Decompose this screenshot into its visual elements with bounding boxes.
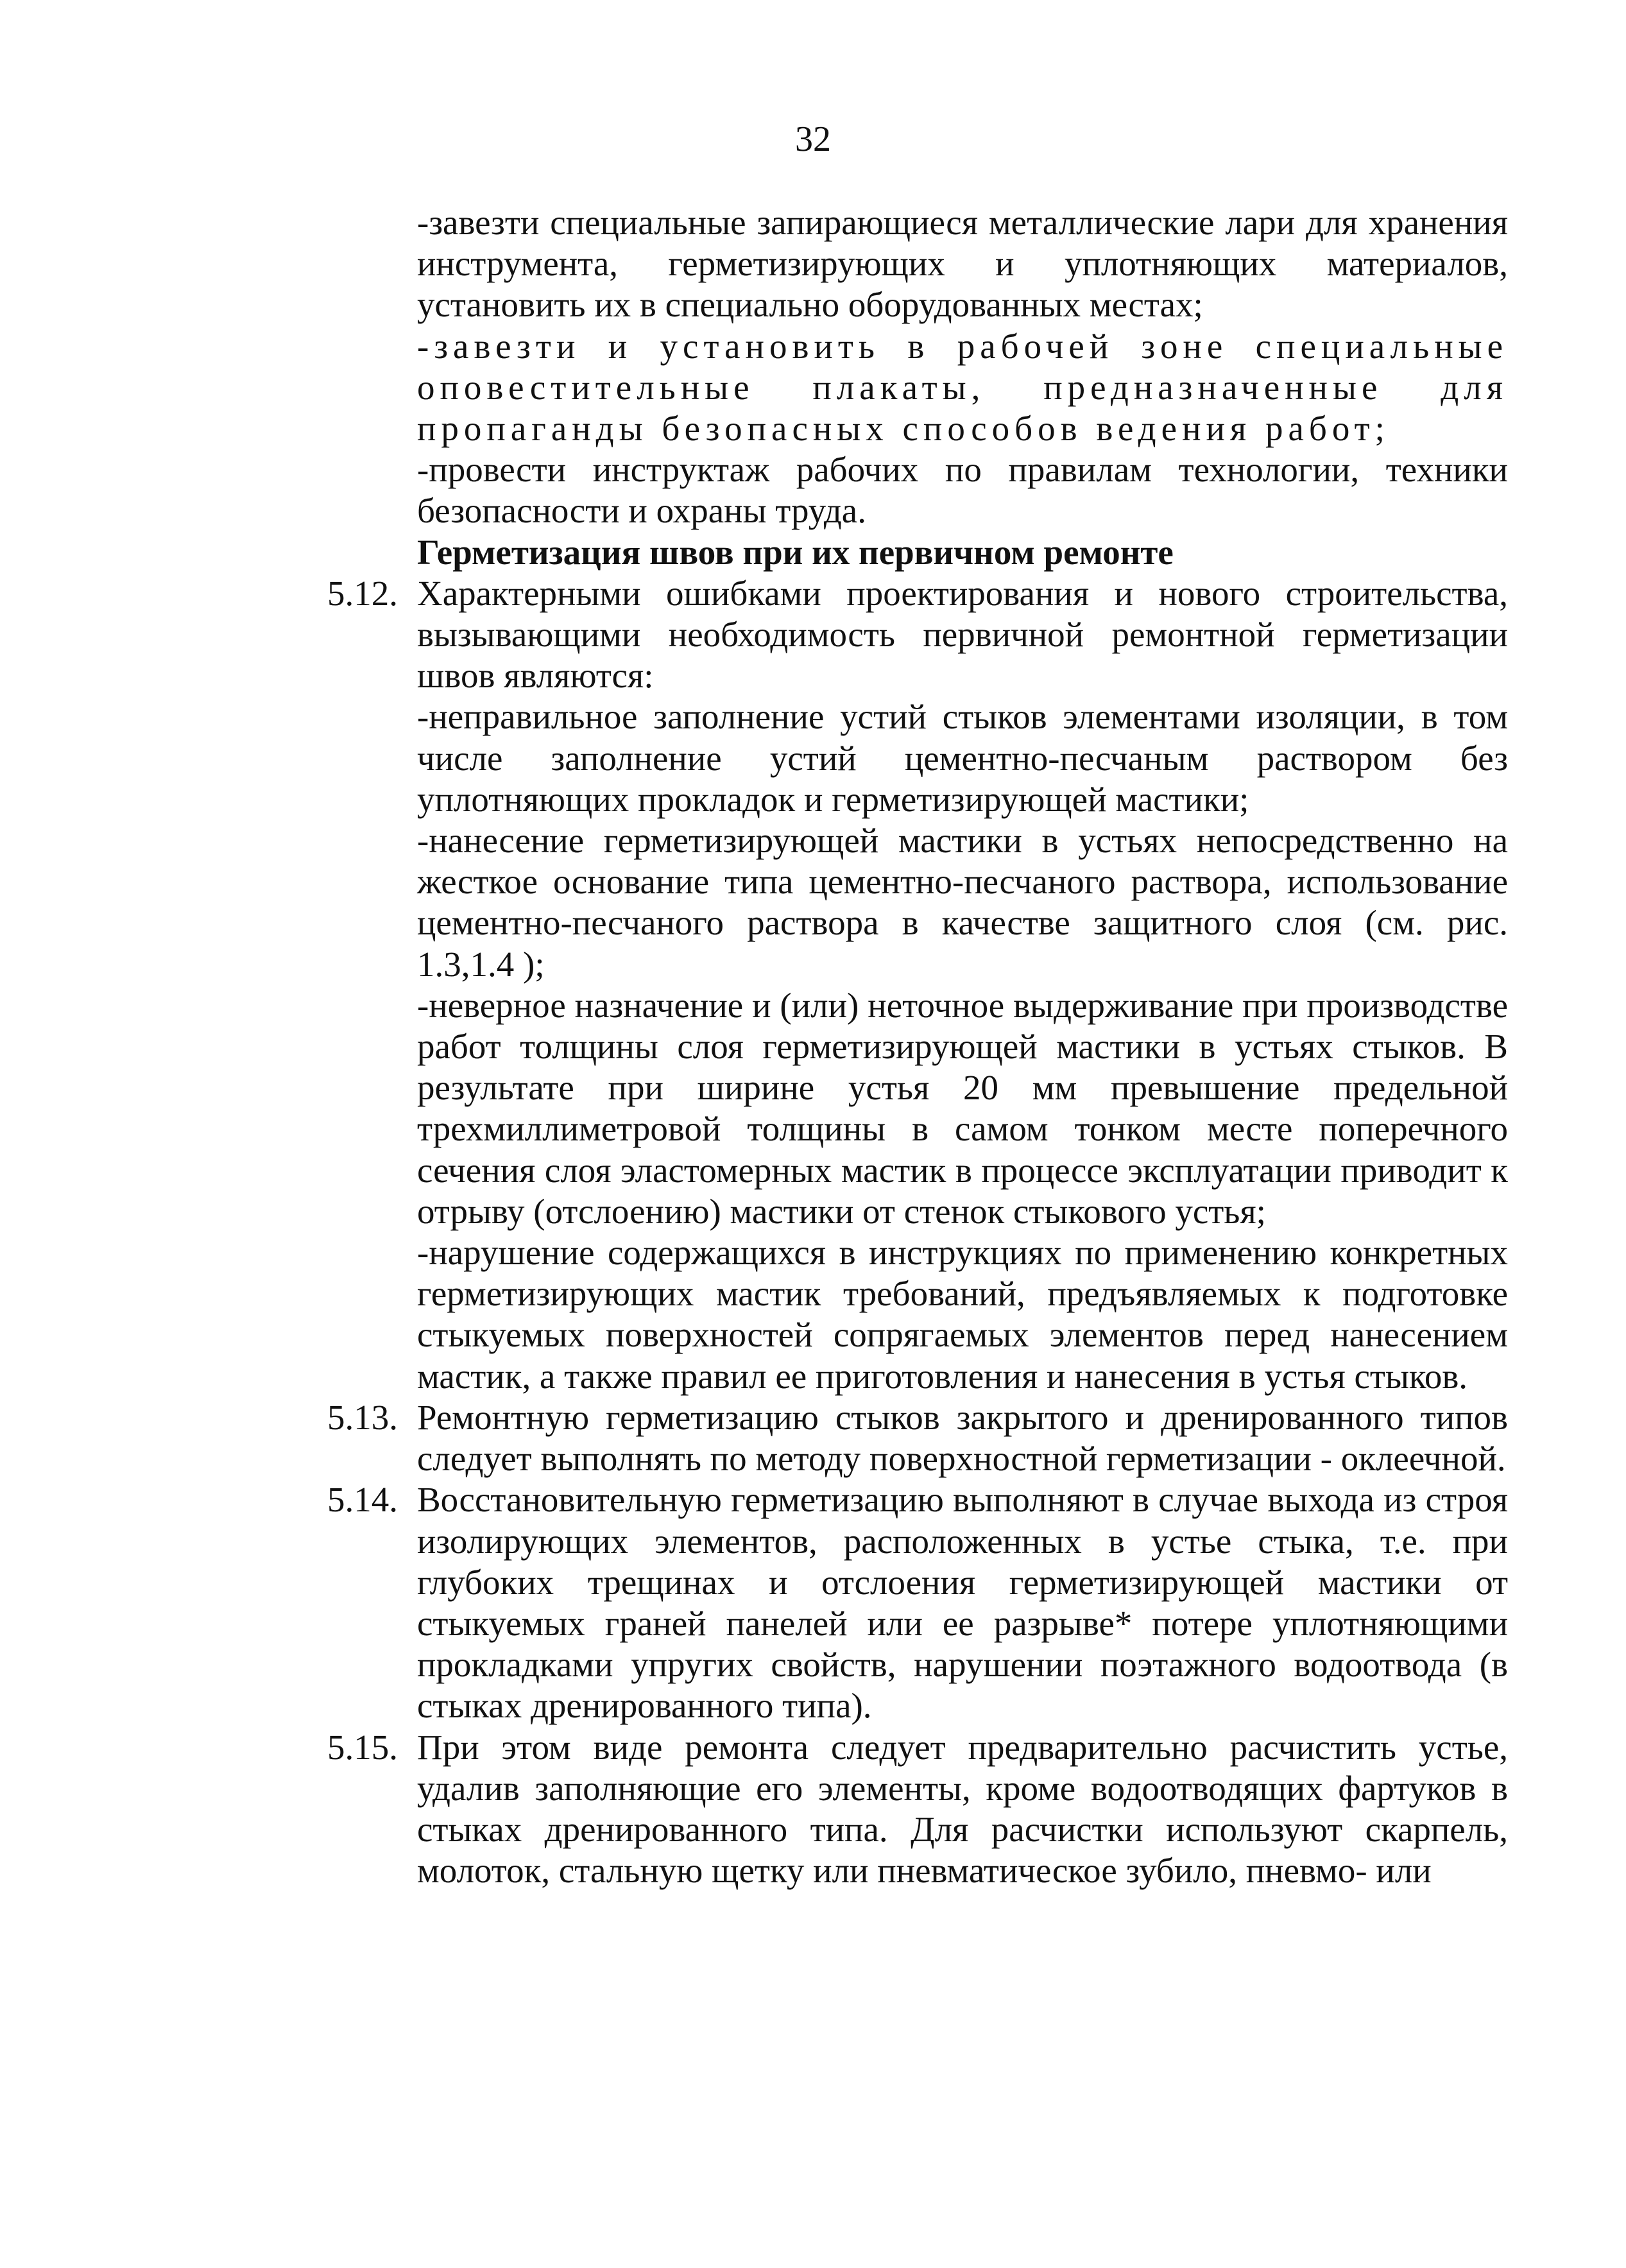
section-5-15-number: 5.15. [327,1727,398,1767]
intro-item-2: -завезти и установить в рабочей зоне специальные оповестительные плакаты, предназначенные для пропаганды безопасных способов ведения работ; [417,326,1508,449]
section-5-13-text: Ремонтную герметизацию стыков закрытого и дренированного типов следует выполнять по методу поверхностной герметизации - оклеечной. [417,1397,1508,1479]
section-5-13 [327,1397,1508,1479]
intro-item-3: -провести инструктаж рабочих по правилам технологии, техники безопасности и охраны труда. [417,450,1508,531]
section-5-13-number: 5.13. [327,1397,398,1437]
section-5-14-text: Восстановительную герметизацию выполняют в случае выхода из строя изолирующих элементов, расположенных в устье стыка, т.е. при глубоких трещинах и отслоения герметизирующей мастики от стыкуемых граней панелей или ее разрыве* потере уплотняющими прокладками упругих свойств, нарушении поэтажного водоотвода (в стыках дренированного типа). [417,1480,1508,1726]
section-heading: Герметизация швов при их первичном ремонте [417,532,1174,572]
section-5-15 [327,1727,1508,1892]
page-content [327,202,1508,1891]
section-5-12 [327,573,1508,1397]
section-5-12-item-4: -нарушение содержащихся в инструкциях по применению конкретных герметизирующих мастик требований, предъявляемых к подготовке стыкуемых поверхностей сопрягаемых элементов перед нанесением мастик, а также правил ее приготовления и нанесения в устья стыков. [417,1233,1508,1396]
section-5-12-number: 5.12. [327,573,398,613]
section-5-14 [327,1479,1508,1726]
section-5-14-number: 5.14. [327,1480,398,1520]
intro-item-1: -завезти специальные запирающиеся металлические лари для хранения инструмента, герметизирующих и уплотняющих материалов, установить их в специально оборудованных местах; [417,203,1508,325]
section-5-12-item-1: -неправильное заполнение устий стыков элементами изоляции, в том числе заполнение устий цементно-песчаным раствором без уплотняющих прокладок и герметизирующей мастики; [417,697,1508,819]
page-number: 32 [795,119,831,159]
section-5-12-item-2: -нанесение герметизирующей мастики в устьях непосредственно на жесткое основание типа цементно-песчаного раствора, использование цементно-песчаного раствора в качестве защитного слоя (см. рис. 1.3,1.4 ); [417,821,1508,984]
section-5-15-text: При этом виде ремонта следует предварительно расчистить устье, удалив заполняющие его элементы, кроме водоотводящих фартуков в стыках дренированного типа. Для расчистки используют скарпель, молоток, стальную щетку или пневматическое зубило, пневмо- или [417,1727,1508,1891]
section-5-12-text: Характерными ошибками проектирования и нового строительства, вызывающими необходимость первичной ремонтной герметизации швов являются: [417,573,1508,696]
section-5-12-item-3: -неверное назначение и (или) неточное выдерживание при производстве работ толщины слоя герметизирующей мастики в устьях стыков. В результате при ширине устья 20 мм превышение предельной трехмиллиметровой толщины в самом тонком месте поперечного сечения слоя эластомерных мастик в процессе эксплуатации приводит к отрыву (отслоению) мастики от стенок стыкового устья; [417,985,1508,1231]
